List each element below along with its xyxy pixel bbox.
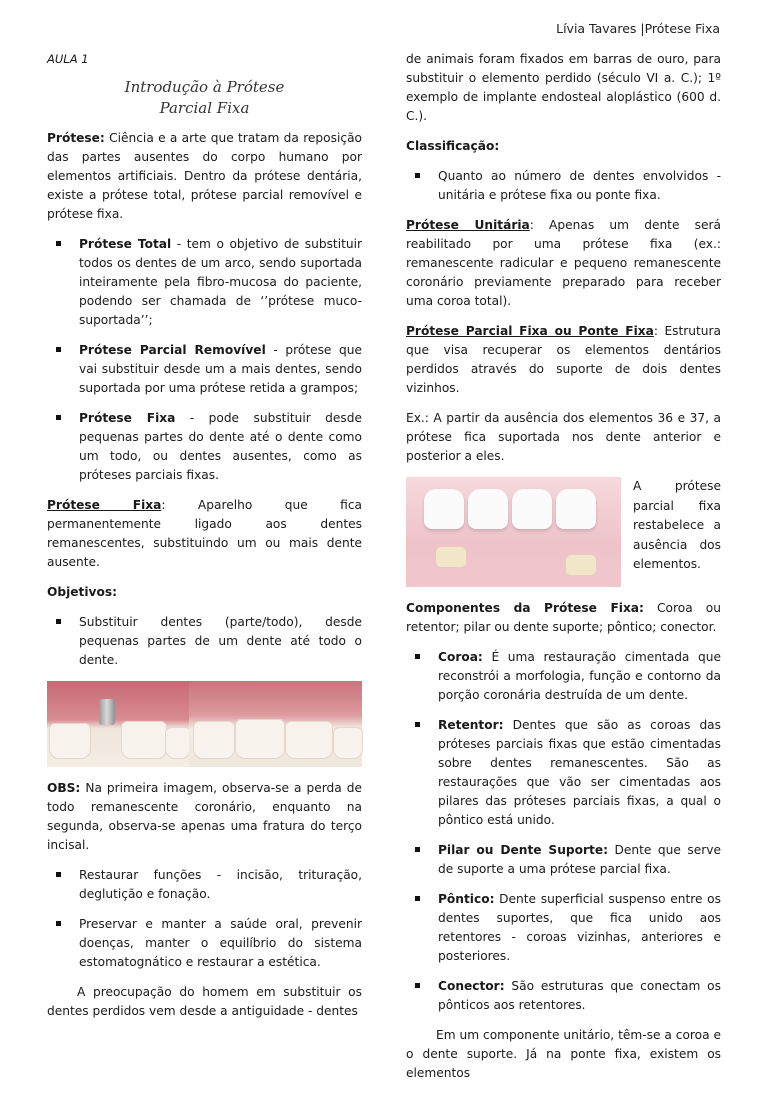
paragraph-example: Ex.: A partir da ausência dos elementos 36 e 37, a prótese fica suportada nos dente anterior e posterior a eles. [406, 411, 721, 463]
implant-post [99, 699, 115, 725]
list-item: Preservar e manter a saúde oral, prevenir doenças, manter o equilíbrio do sistema estomatognático e restaurar a estética. [47, 915, 362, 972]
list-item: Quanto ao número de dentes envolvidos - unitária e prótese fixa ou ponte fixa. [406, 167, 721, 205]
title-line-2: Parcial Fixa [159, 99, 250, 117]
bullet-icon [415, 983, 420, 988]
paragraph-history-cont: de animais foram fixados em barras de ouro, para substituir o elemento perdido (século VI a. C.); 1º exemplo de implante endosteal aloplástico (600 d. C.). [406, 52, 721, 123]
page-header: Lívia Tavares |Prótese Fixa [556, 21, 720, 36]
bridge-illustration [406, 477, 621, 587]
list-item: Prótese Total - tem o objetivo de substituir todos os dentes de um arco, sendo suportada inteiramente pela fibro-mucosa do paciente, podendo ser chamada de ‘’prótese muco-suportada’’; [47, 235, 362, 330]
term-protese-fixa: Prótese Fixa [47, 498, 162, 512]
bullet-icon [415, 654, 420, 659]
bullet-icon [56, 415, 61, 420]
objetivos-list [47, 613, 362, 670]
teeth-photo-comparison [47, 681, 362, 767]
paragraph-history: A preocupação do homem em substituir os dentes perdidos vem desde a antiguidade - dentes [47, 985, 362, 1018]
paragraph-unitaria: Prótese Unitária: Apenas um dente será reabilitado por uma prótese fixa (ex.: remanescente radicular e pequeno remanescente coronário previamente preparado para receber uma coroa total). [406, 218, 721, 308]
list-item: Prótese Fixa - pode substituir desde pequenas partes do dente até o dente como um todo, ou dentes ausentes, como as próteses parciais fixas. [47, 409, 362, 485]
term-protese: Prótese: [47, 131, 105, 145]
list-item: Pôntico: Dente superficial suspenso entre os dentes suportes, que fica unido aos retentores - coroas vizinhas, anteriores e posteriores. [406, 890, 721, 966]
list-item: Prótese Parcial Removível - prótese que vai substituir desde um a mais dentes, sendo suportada por uma prótese retida a grampos; [47, 341, 362, 398]
term-componentes: Componentes da Prótese Fixa: [406, 601, 644, 615]
term-protese-unitaria: Prótese Unitária [406, 218, 530, 232]
paragraph-protese-fixa: Prótese Fixa: Aparelho que fica permanentemente ligado aos dentes remanescentes, substituindo um ou mais dente ausente. [47, 498, 362, 569]
bullet-icon [415, 722, 420, 727]
bullet-icon [56, 347, 61, 352]
list-item: Restaurar funções - incisão, trituração, deglutição e fonação. [47, 866, 362, 904]
paragraph-final: Em um componente unitário, têm-se a coroa e o dente suporte. Já na ponte fixa, existem os elementos [406, 1028, 721, 1080]
page-title [47, 77, 362, 119]
bullet-icon [56, 619, 61, 624]
teeth-photo-missing-crown [47, 681, 189, 767]
figure-caption: A prótese parcial fixa restabelece a ausência dos elementos. [633, 479, 721, 571]
teeth-photo-fracture [189, 681, 362, 767]
list-item: Coroa: É uma restauração cimentada que reconstrói a morfologia, função e contorno da porção coronária destruída de um dente. [406, 648, 721, 705]
bullet-icon [56, 872, 61, 877]
bullet-icon [415, 847, 420, 852]
objetivos-list-cont [47, 866, 362, 972]
paragraph-componentes: Componentes da Prótese Fixa: Coroa ou retentor; pilar ou dente suporte; pôntico; conector. [406, 601, 721, 634]
list-item: Conector: São estruturas que conectam os pônticos aos retentores. [406, 977, 721, 1015]
title-line-1: Introdução à Prótese [124, 78, 285, 96]
componentes-list [406, 648, 721, 1015]
paragraph-ponte-fixa: Prótese Parcial Fixa ou Ponte Fixa: Estrutura que visa recuperar os elementos dentários perdidos através do suporte de dois dentes vizinhos. [406, 324, 721, 395]
list-item: Retentor: Dentes que são as coroas das próteses parciais fixas que estão cimentadas sobre dentes remanescentes. São as restaurações que vão ser cimentadas aos pilares das próteses parciais fixas, a qual o pôntico está unido. [406, 716, 721, 830]
objetivos-heading: Objetivos: [47, 585, 117, 599]
bullet-icon [56, 241, 61, 246]
left-column [47, 50, 362, 1032]
bullet-icon [56, 921, 61, 926]
paragraph-obs: OBS: Na primeira imagem, observa-se a perda de todo remanescente coronário, enquanto na segunda, observa-se apenas uma fratura do terço incisal. [47, 781, 362, 852]
right-column [406, 50, 721, 1094]
term-obs: OBS: [47, 781, 81, 795]
term-ponte-fixa: Prótese Parcial Fixa ou Ponte Fixa [406, 324, 654, 338]
paragraph-protese: Prótese: Ciência e a arte que tratam da reposição das partes ausentes do corpo humano por elementos artificiais. Dentro da prótese dentária, existe a prótese total, prótese parcial removível e prótese fixa. [47, 131, 362, 221]
list-item: Substituir dentes (parte/todo), desde pequenas partes de um dente até todo o dente. [47, 613, 362, 670]
classificacao-list [406, 167, 721, 205]
lesson-label: AULA 1 [47, 52, 89, 66]
bullet-icon [415, 896, 420, 901]
classificacao-heading: Classificação: [406, 139, 500, 153]
bridge-figure [406, 477, 721, 587]
protese-types-list [47, 235, 362, 485]
bullet-icon [415, 173, 420, 178]
list-item: Pilar ou Dente Suporte: Dente que serve de suporte a uma prótese parcial fixa. [406, 841, 721, 879]
